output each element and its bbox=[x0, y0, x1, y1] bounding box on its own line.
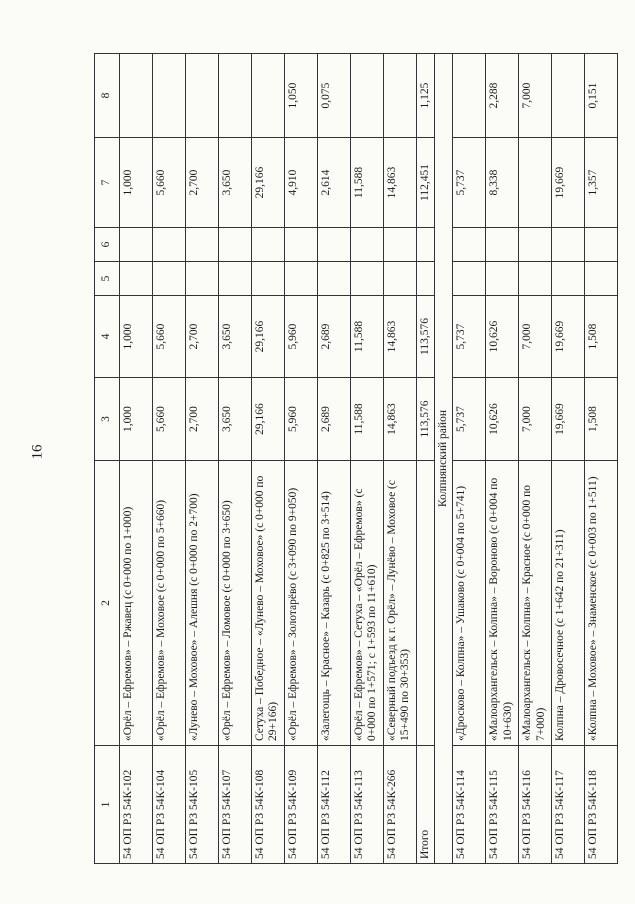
cell-col3: 1,000 bbox=[120, 378, 153, 461]
road-name: «Колпна – Моховое» – Знаменское (с 0+003 по 1+511) bbox=[585, 461, 618, 746]
road-id: 54 ОП РЗ 54К-109 bbox=[285, 746, 318, 864]
table-row bbox=[351, 54, 384, 864]
table-row bbox=[186, 54, 219, 864]
cell-col3: 19,669 bbox=[552, 378, 585, 461]
cell-col8 bbox=[186, 54, 219, 138]
road-name: «Орёл – Ефремов» – Ломовое (с 0+000 по 3+650) bbox=[219, 461, 252, 746]
cell-col4: 1,000 bbox=[120, 296, 153, 378]
cell-col7: 11,588 bbox=[351, 138, 384, 228]
road-id: 54 ОП РЗ 54К-105 bbox=[186, 746, 219, 864]
cell-col6 bbox=[186, 228, 219, 262]
cell-col5 bbox=[318, 262, 351, 296]
cell-col5 bbox=[585, 262, 618, 296]
total-col7: 112,451 bbox=[417, 138, 435, 228]
road-id: 54 ОП РЗ 54К-107 bbox=[219, 746, 252, 864]
road-name: Сетуха – Победное – «Лунево – Моховое» (с 0+000 по 29+166) bbox=[252, 461, 285, 746]
cell-col6 bbox=[552, 228, 585, 262]
cell-col7: 3,650 bbox=[219, 138, 252, 228]
cell-col4: 5,660 bbox=[153, 296, 186, 378]
cell-col7: 2,614 bbox=[318, 138, 351, 228]
cell-col5 bbox=[153, 262, 186, 296]
cell-col4: 19,669 bbox=[552, 296, 585, 378]
road-name: «Малоархангельск – Колпна» – Вороново (с 0+004 по 10+630) bbox=[486, 461, 519, 746]
cell-col8 bbox=[453, 54, 486, 138]
road-name: «Орёл – Ефремов» – Сетуха – «Орёл – Ефремов» (с 0+000 по 1+571; с 1+593 по 11+610) bbox=[351, 461, 384, 746]
cell-col3: 29,166 bbox=[252, 378, 285, 461]
cell-col7: 1,357 bbox=[585, 138, 618, 228]
total-col8: 1,125 bbox=[417, 54, 435, 138]
cell-col5 bbox=[219, 262, 252, 296]
total-col5 bbox=[417, 262, 435, 296]
cell-col6 bbox=[351, 228, 384, 262]
total-empty bbox=[417, 461, 435, 746]
road-id: 54 ОП РЗ 54К-112 bbox=[318, 746, 351, 864]
cell-col4: 29,166 bbox=[252, 296, 285, 378]
cell-col6 bbox=[285, 228, 318, 262]
table-row bbox=[384, 54, 417, 864]
table-row bbox=[285, 54, 318, 864]
cell-col5 bbox=[519, 262, 552, 296]
table-row bbox=[486, 54, 519, 864]
cell-col3: 2,700 bbox=[186, 378, 219, 461]
roads-table bbox=[94, 53, 618, 864]
header-row bbox=[95, 54, 120, 864]
cell-col6 bbox=[120, 228, 153, 262]
total-label: Итого bbox=[417, 746, 435, 864]
road-name: «Северный подъезд к г. Орёл» – Лунёво – Моховое (с 15+490 по 30+353) bbox=[384, 461, 417, 746]
header-cell: 3 bbox=[95, 378, 120, 461]
road-name: «Дросково – Колпна» – Ушаково (с 0+004 по 5+741) bbox=[453, 461, 486, 746]
cell-col6 bbox=[486, 228, 519, 262]
table-row bbox=[252, 54, 285, 864]
header-cell: 6 bbox=[95, 228, 120, 262]
table-row bbox=[552, 54, 585, 864]
cell-col8: 0,151 bbox=[585, 54, 618, 138]
cell-col7: 4,910 bbox=[285, 138, 318, 228]
cell-col8 bbox=[552, 54, 585, 138]
road-id: 54 ОП РЗ 54К-113 bbox=[351, 746, 384, 864]
cell-col5 bbox=[552, 262, 585, 296]
cell-col8 bbox=[252, 54, 285, 138]
road-id: 54 ОП РЗ 54К-266 bbox=[384, 746, 417, 864]
road-name: «Орёл – Ефремов» – Ржавец (с 0+000 по 1+000) bbox=[120, 461, 153, 746]
road-id: 54 ОП РЗ 54К-118 bbox=[585, 746, 618, 864]
road-id: 54 ОП РЗ 54К-116 bbox=[519, 746, 552, 864]
cell-col3: 2,689 bbox=[318, 378, 351, 461]
cell-col6 bbox=[318, 228, 351, 262]
road-id: 54 ОП РЗ 54К-102 bbox=[120, 746, 153, 864]
cell-col4: 3,650 bbox=[219, 296, 252, 378]
header-cell: 2 bbox=[95, 461, 120, 746]
cell-col6 bbox=[384, 228, 417, 262]
cell-col3: 1,508 bbox=[585, 378, 618, 461]
road-name: «Лунево – Моховое» – Алешня (с 0+000 по 2+700) bbox=[186, 461, 219, 746]
cell-col3: 10,626 bbox=[486, 378, 519, 461]
road-name: «Залегощь – Красное» – Казарь (с 0+825 по 3+514) bbox=[318, 461, 351, 746]
cell-col3: 14,863 bbox=[384, 378, 417, 461]
page-number: 16 bbox=[29, 444, 46, 460]
cell-col7: 8,338 bbox=[486, 138, 519, 228]
total-row bbox=[417, 54, 435, 864]
cell-col5 bbox=[453, 262, 486, 296]
header-cell: 5 bbox=[95, 262, 120, 296]
cell-col7: 14,863 bbox=[384, 138, 417, 228]
cell-col6 bbox=[519, 228, 552, 262]
header-cell: 1 bbox=[95, 746, 120, 864]
cell-col8 bbox=[219, 54, 252, 138]
header-cell: 7 bbox=[95, 138, 120, 228]
cell-col5 bbox=[486, 262, 519, 296]
road-id: 54 ОП РЗ 54К-117 bbox=[552, 746, 585, 864]
header-cell: 8 bbox=[95, 54, 120, 138]
table-row bbox=[318, 54, 351, 864]
cell-col6 bbox=[252, 228, 285, 262]
cell-col3: 5,960 bbox=[285, 378, 318, 461]
road-id: 54 ОП РЗ 54К-108 bbox=[252, 746, 285, 864]
table-row bbox=[519, 54, 552, 864]
table-row bbox=[219, 54, 252, 864]
cell-col8 bbox=[351, 54, 384, 138]
section-row bbox=[435, 54, 453, 864]
road-name: Колпна – Дровосечное (с 1+642 по 21+311) bbox=[552, 461, 585, 746]
rotated-page bbox=[94, 54, 604, 864]
cell-col3: 5,737 bbox=[453, 378, 486, 461]
road-id: 54 ОП РЗ 54К-115 bbox=[486, 746, 519, 864]
cell-col3: 5,660 bbox=[153, 378, 186, 461]
road-name: «Орёл – Ефремов» – Моховое (с 0+000 по 5+660) bbox=[153, 461, 186, 746]
road-name: «Орёл – Ефремов» – Золотарёво (с 3+090 по 9+050) bbox=[285, 461, 318, 746]
cell-col5 bbox=[351, 262, 384, 296]
section-title: Колпнянский район bbox=[435, 54, 453, 864]
cell-col4: 5,960 bbox=[285, 296, 318, 378]
cell-col8: 2,288 bbox=[486, 54, 519, 138]
cell-col8: 0,075 bbox=[318, 54, 351, 138]
cell-col7: 2,700 bbox=[186, 138, 219, 228]
cell-col8 bbox=[384, 54, 417, 138]
cell-col4: 7,000 bbox=[519, 296, 552, 378]
cell-col6 bbox=[453, 228, 486, 262]
cell-col8 bbox=[120, 54, 153, 138]
cell-col7: 19,669 bbox=[552, 138, 585, 228]
cell-col6 bbox=[585, 228, 618, 262]
header-cell: 4 bbox=[95, 296, 120, 378]
cell-col4: 11,588 bbox=[351, 296, 384, 378]
total-col4: 113,576 bbox=[417, 296, 435, 378]
table-row bbox=[453, 54, 486, 864]
table-row bbox=[153, 54, 186, 864]
cell-col8 bbox=[153, 54, 186, 138]
total-col6 bbox=[417, 228, 435, 262]
cell-col6 bbox=[153, 228, 186, 262]
road-id: 54 ОП РЗ 54К-114 bbox=[453, 746, 486, 864]
table-row bbox=[120, 54, 153, 864]
cell-col4: 1,508 bbox=[585, 296, 618, 378]
cell-col5 bbox=[252, 262, 285, 296]
cell-col5 bbox=[285, 262, 318, 296]
cell-col5 bbox=[120, 262, 153, 296]
cell-col8: 7,000 bbox=[519, 54, 552, 138]
cell-col7: 5,737 bbox=[453, 138, 486, 228]
table-row bbox=[585, 54, 618, 864]
cell-col4: 2,689 bbox=[318, 296, 351, 378]
cell-col7: 1,000 bbox=[120, 138, 153, 228]
cell-col6 bbox=[219, 228, 252, 262]
road-name: «Малоархангельск – Колпна» – Красное (с 0+000 по 7+000) bbox=[519, 461, 552, 746]
cell-col3: 11,588 bbox=[351, 378, 384, 461]
cell-col3: 7,000 bbox=[519, 378, 552, 461]
cell-col4: 10,626 bbox=[486, 296, 519, 378]
cell-col4: 14,863 bbox=[384, 296, 417, 378]
cell-col4: 2,700 bbox=[186, 296, 219, 378]
cell-col8: 1,050 bbox=[285, 54, 318, 138]
cell-col7: 5,660 bbox=[153, 138, 186, 228]
cell-col4: 5,737 bbox=[453, 296, 486, 378]
road-id: 54 ОП РЗ 54К-104 bbox=[153, 746, 186, 864]
total-col3: 113,576 bbox=[417, 378, 435, 461]
cell-col5 bbox=[186, 262, 219, 296]
cell-col5 bbox=[384, 262, 417, 296]
cell-col7: 29,166 bbox=[252, 138, 285, 228]
cell-col3: 3,650 bbox=[219, 378, 252, 461]
cell-col7 bbox=[519, 138, 552, 228]
